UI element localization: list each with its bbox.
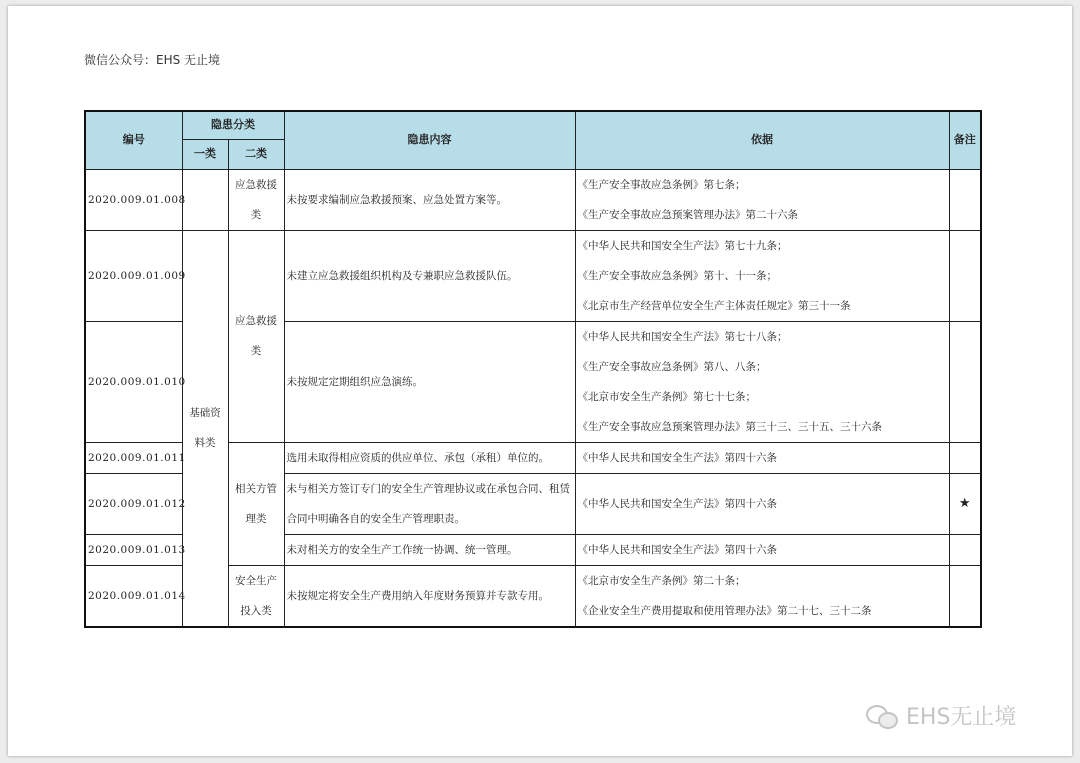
basis-line: 《中华人民共和国安全生产法》第七十九条； (577, 239, 788, 252)
row-content: 选用未取得相应资质的供应单位、承包（承租）单位的。 (284, 442, 575, 473)
row-basis (575, 230, 949, 321)
row-code: 2020.009.01.012 (85, 473, 182, 534)
cat2-cell: 应急救援类 (228, 169, 284, 230)
row-content: 未按规定定期组织应急演练。 (284, 321, 575, 442)
cat2-cell: 应急救援类 (228, 230, 284, 442)
row-note (949, 442, 981, 473)
row-content: 未建立应急救援组织机构及专兼职应急救援队伍。 (284, 230, 575, 321)
row-note (949, 534, 981, 565)
cat1-empty (182, 169, 228, 230)
basis-line: 《中华人民共和国安全生产法》第七十八条； (577, 330, 788, 343)
cat1-cell: 基础资料类 (182, 230, 228, 627)
header-category: 隐患分类 (182, 111, 284, 139)
basis-line: 《生产安全事故应急条例》第十、十一条； (577, 269, 777, 282)
basis-line: 《生产安全事故应急条例》第七条； (577, 178, 746, 191)
row-basis (575, 473, 949, 534)
basis-line: 《生产安全事故应急条例》第八、八条； (577, 360, 767, 373)
row-note (949, 321, 981, 442)
header-basis: 依据 (575, 111, 949, 169)
basis-line: 《生产安全事故应急预案管理办法》第三十三、三十五、三十六条 (577, 420, 882, 433)
row-basis (575, 534, 949, 565)
header-cat1: 一类 (182, 139, 228, 169)
row-basis (575, 321, 949, 442)
row-code: 2020.009.01.008 (85, 169, 182, 230)
wechat-logo-icon (866, 703, 900, 729)
header-code: 编号 (85, 111, 182, 169)
basis-line: 《中华人民共和国安全生产法》第四十六条 (577, 543, 777, 556)
table-row (85, 169, 981, 230)
basis-line: 《北京市生产经营单位安全生产主体责任规定》第三十一条 (577, 299, 851, 312)
basis-line: 《中华人民共和国安全生产法》第四十六条 (577, 497, 777, 510)
row-code: 2020.009.01.014 (85, 565, 182, 627)
row-code: 2020.009.01.013 (85, 534, 182, 565)
row-basis (575, 565, 949, 627)
watermark-text: EHS无止境 (906, 705, 1017, 730)
row-note (949, 169, 981, 230)
basis-line: 《北京市安全生产条例》第七十七条； (577, 390, 756, 403)
cat2-cell: 相关方管理类 (228, 442, 284, 565)
row-code: 2020.009.01.009 (85, 230, 182, 321)
row-code: 2020.009.01.010 (85, 321, 182, 442)
row-note-star: ★ (949, 473, 981, 534)
row-note (949, 565, 981, 627)
basis-line: 《中华人民共和国安全生产法》第四十六条 (577, 451, 777, 464)
basis-line: 《北京市安全生产条例》第二十条； (577, 574, 746, 587)
cat2-cell: 安全生产投入类 (228, 565, 284, 627)
row-basis (575, 442, 949, 473)
basis-line: 《企业安全生产费用提取和使用管理办法》第二十七、三十二条 (577, 604, 872, 617)
source-line: 微信公众号：EHS 无止境 (84, 53, 221, 67)
row-content: 未对相关方的安全生产工作统一协调、统一管理。 (284, 534, 575, 565)
row-content: 未按要求编制应急救援预案、应急处置方案等。 (284, 169, 575, 230)
row-basis (575, 169, 949, 230)
basis-line: 《生产安全事故应急预案管理办法》第二十六条 (577, 208, 798, 221)
row-note (949, 230, 981, 321)
header-note: 备注 (949, 111, 981, 169)
hazard-table (84, 110, 982, 628)
watermark (866, 700, 1016, 731)
row-code: 2020.009.01.011 (85, 442, 182, 473)
row-content: 未按规定将安全生产费用纳入年度财务预算并专款专用。 (284, 565, 575, 627)
table-row (85, 230, 981, 321)
row-content: 未与相关方签订专门的安全生产管理协议或在承包合同、租赁合同中明确各自的安全生产管理职责。 (284, 473, 575, 534)
header-content: 隐患内容 (284, 111, 575, 169)
header-cat2: 二类 (228, 139, 284, 169)
